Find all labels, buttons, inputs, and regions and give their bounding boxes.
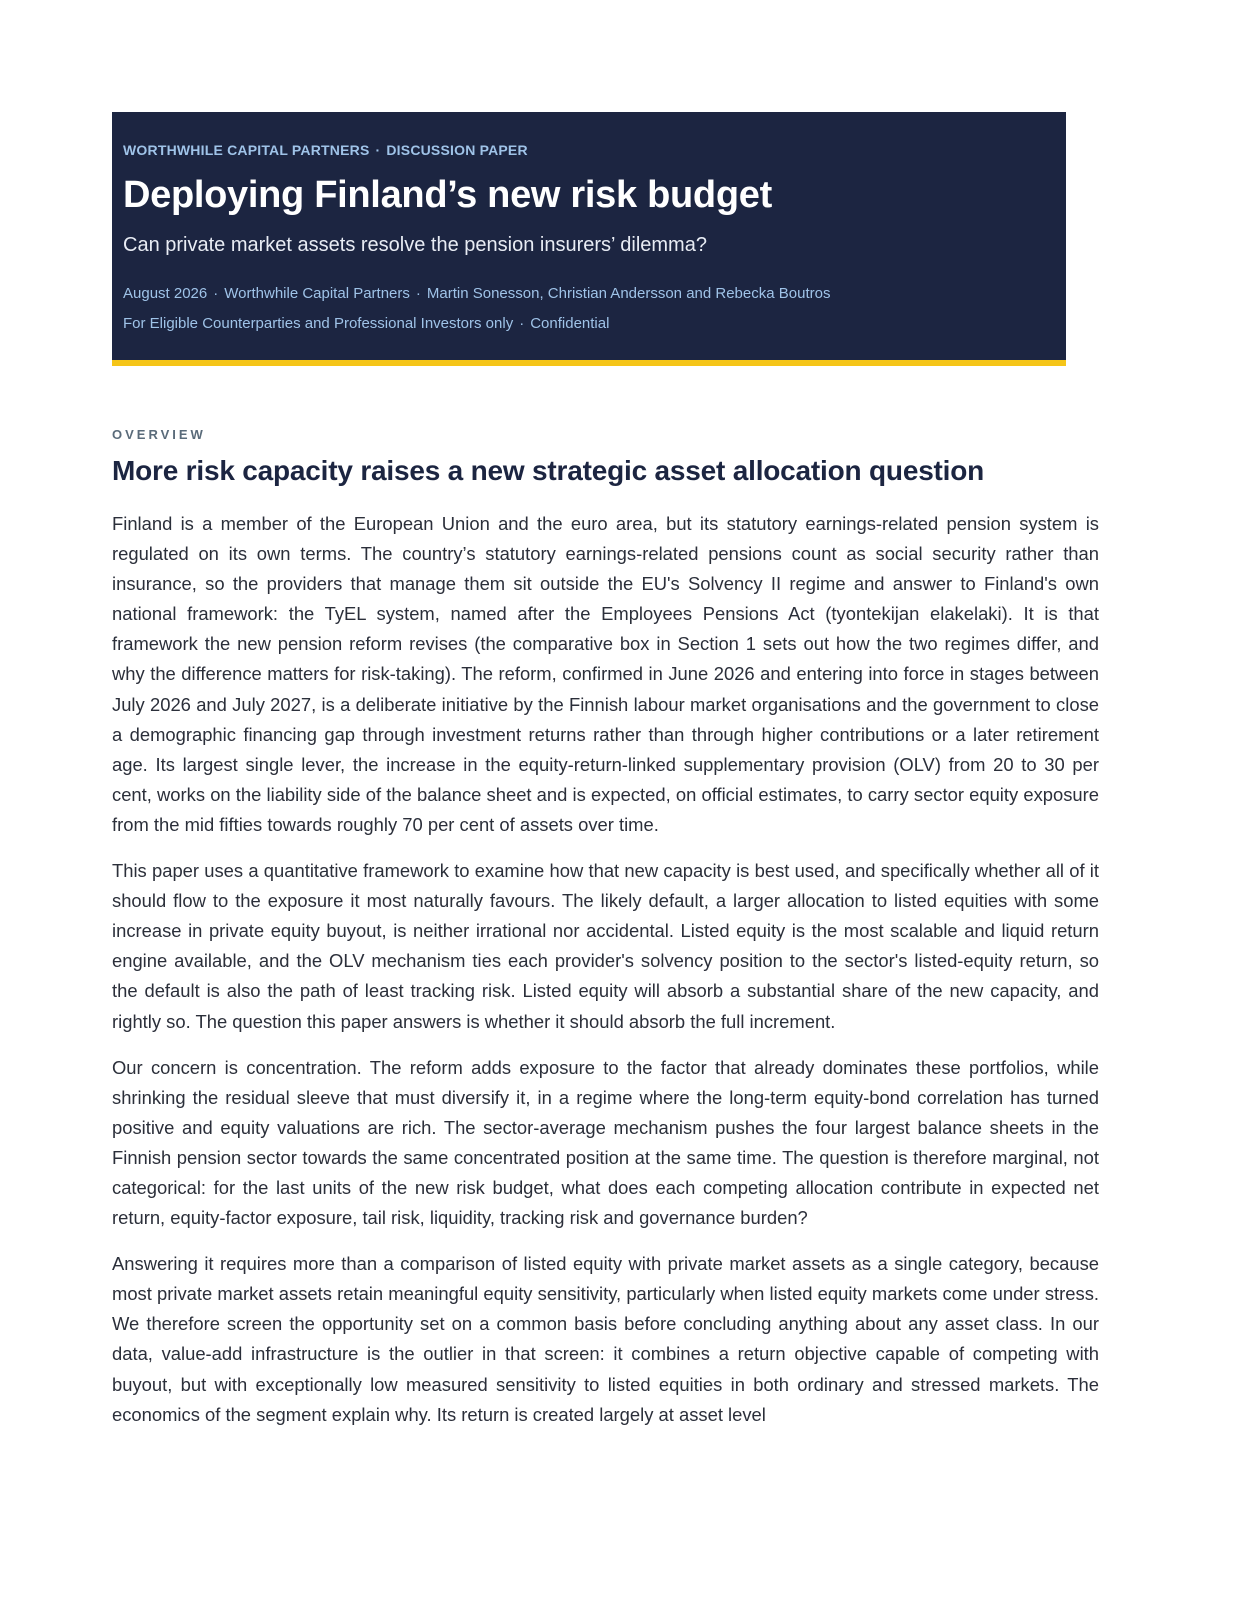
section-label: OVERVIEW [112, 427, 206, 442]
document-subtitle: Can private market assets resolve the pension insurers’ dilemma? [123, 234, 707, 256]
body-paragraph: Finland is a member of the European Union and the euro area, but its statutory earnings-related pension system is regulated on its own terms. The country’s statutory earnings-related pensions count as social security rather than insurance, so the providers that manage them sit outside the EU's Solvency II regime and answer to Finland's own national framework: the TyEL system, named after the Employees Pensions Act (tyontekijan elakelaki). It is that framework the new pension reform revises (the comparative box in Section 1 sets out how the two regimes differ, and why the difference matters for risk-taking). The reform, confirmed in June 2026 and entering into force in stages between July 2026 and July 2027, is a deliberate initiative by the Finnish labour market organisations and the government to close a demographic financing gap through investment returns rather than through higher contributions or a later retirement age. Its largest single lever, the increase in the equity-return-linked supplementary provision (OLV) from 20 to 30 per cent, works on the liability side of the balance sheet and is expected, on official estimates, to carry sector equity exposure from the mid fifties towards roughly 70 per cent of assets over time. [112, 513, 1099, 835]
classification: Confidential [530, 315, 610, 332]
section-title: More risk capacity raises a new strategic asset allocation question [112, 455, 985, 486]
audience-meta [123, 315, 609, 332]
org-name: WORTHWHILE CAPITAL PARTNERS [123, 142, 370, 158]
header-kicker [123, 142, 528, 158]
document-title: Deploying Finland’s new risk budget [123, 174, 772, 216]
body-paragraph: This paper uses a quantitative framework to examine how that new capacity is best used, and specifically whether all of it should flow to the exposure it most naturally favours. The likely default, a larger allocation to listed equities with some increase in private equity buyout, is neither irrational nor accidental. Listed equity is the most scalable and liquid return engine available, and the OLV mechanism ties each provider's solvency position to the sector's listed-equity return, so the default is also the path of least tracking risk. Listed equity will absorb a substantial share of the new capacity, and rightly so. The question this paper answers is whether it should absorb the full increment. [112, 860, 1099, 1032]
authors: Martin Sonesson, Christian Andersson and Rebecka Boutros [426, 285, 831, 302]
section-body [112, 509, 1099, 1446]
separator: · [375, 142, 381, 158]
header-banner [112, 112, 1066, 366]
separator: · [415, 285, 421, 302]
separator: · [519, 315, 525, 332]
body-paragraph: Answering it requires more than a comparison of listed equity with private market assets as a single category, because most private market assets retain meaningful equity sensitivity, particularly when listed equity markets come under stress. We therefore screen the opportunity set on a common basis before concluding anything about any asset class. In our data, value-add infrastructure is the outlier in that screen: it combines a return objective capable of competing with buyout, but with exceptionally low measured sensitivity to listed equities in both ordinary and stressed markets. The economics of the segment explain why. Its return is created largely at asset level [112, 1253, 1099, 1425]
audience-note: For Eligible Counterparties and Professional Investors only [123, 315, 514, 332]
publication-date: August 2026 [123, 285, 208, 302]
document-type: DISCUSSION PAPER [386, 142, 528, 158]
separator: · [213, 285, 219, 302]
publisher-name: Worthwhile Capital Partners [224, 285, 410, 302]
publication-meta [123, 285, 830, 302]
body-paragraph: Our concern is concentration. The reform adds exposure to the factor that already dominates these portfolios, while shrinking the residual sleeve that must diversify it, in a regime where the long-term equity-bond correlation has turned positive and equity valuations are rich. The sector-average mechanism pushes the four largest balance sheets in the Finnish pension sector towards the same concentrated position at the same time. The question is therefore marginal, not categorical: for the last units of the new risk budget, what does each competing allocation contribute in expected net return, equity-factor exposure, tail risk, liquidity, tracking risk and governance burden? [112, 1056, 1099, 1229]
